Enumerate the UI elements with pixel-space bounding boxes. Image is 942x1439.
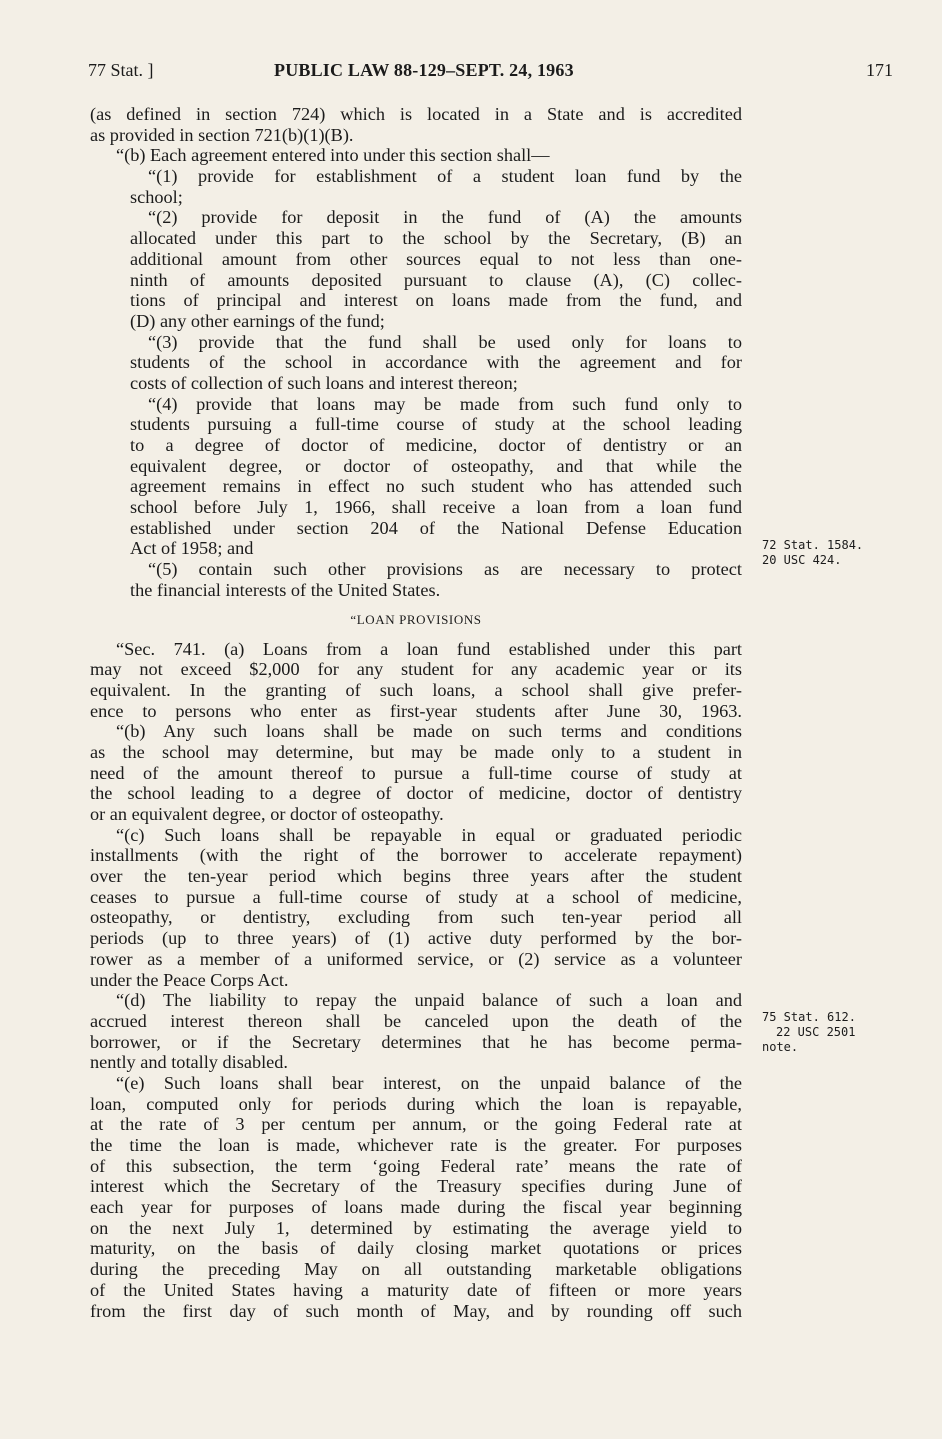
citation-line: 22 USC 2501 [776, 1025, 856, 1039]
document-body [90, 104, 742, 1321]
text-line: or an equivalent degree, or doctor of osteopathy. [90, 804, 444, 824]
text-line: maturity, on the basis of daily closing market quotations or prices [90, 1238, 742, 1259]
text-line: equivalent degree, or doctor of osteopathy, and that while the [130, 455, 742, 476]
text-line: “(3) provide that the fund shall be used only for loans to [148, 331, 742, 352]
text-line: agreement remains in effect no such student who has attended such [130, 476, 742, 497]
text-line: over the ten-year period which begins three years after the student [90, 866, 742, 887]
text-line: “(b) Each agreement entered into under this section shall— [116, 145, 550, 166]
text-line: additional amount from other sources equal to not less than one- [130, 248, 742, 269]
text-line: on the next July 1, determined by estimating the average yield to [90, 1217, 742, 1238]
text-line: students pursuing a full-time course of study at the school leading [130, 414, 742, 435]
text-line: under the Peace Corps Act. [90, 969, 289, 990]
citation-line: 72 Stat. 1584. [762, 538, 864, 552]
text-line: ence to persons who enter as first-year students after June 30, 1963. [90, 700, 742, 721]
text-line: established under section 204 of the National Defense Education [130, 517, 742, 538]
text-line: of this subsection, the term ‘going Federal rate’ means the rate of [90, 1155, 742, 1176]
text-line: students of the school in accordance with the agreement and for [130, 352, 742, 373]
margin-citation-1 [762, 538, 863, 568]
text-line: (as defined in section 724) which is located in a State and is accredited [90, 104, 742, 124]
text-line: the school leading to a degree of doctor of medicine, doctor of dentistry [90, 783, 742, 804]
text-line: accrued interest thereon shall be canceled upon the death of the [90, 1010, 742, 1031]
text-line: costs of collection of such loans and interest thereon; [130, 372, 518, 393]
text-line: “Sec. 741. (a) Loans from a loan fund established under this part [116, 638, 742, 659]
text-line: “(c) Such loans shall be repayable in equal or graduated periodic [116, 824, 742, 845]
text-line: “(2) provide for deposit in the fund of (A) the amounts [148, 207, 742, 228]
text-line: to a degree of doctor of medicine, doctor of dentistry or an [130, 435, 742, 455]
text-line: as the school may determine, but may be made only to a student in [90, 741, 742, 762]
text-line: tions of principal and interest on loans made from the fund, and [130, 290, 742, 311]
text-line: the financial interests of the United States. [130, 579, 441, 600]
text-line: periods (up to three years) of (1) active duty performed by the bor- [90, 928, 742, 949]
text-line: “(4) provide that loans may be made from such fund only to [148, 393, 742, 414]
text-line: nently and totally disabled. [90, 1052, 289, 1073]
margin-citation-2 [762, 1010, 856, 1055]
text-line: school; [130, 186, 183, 207]
text-line: “(5) contain such other provisions as are necessary to protect [148, 559, 742, 580]
text-line: interest which the Secretary of the Treasury specifies during June of [90, 1176, 742, 1197]
text-line: during the preceding May on all outstanding marketable obligations [90, 1259, 742, 1280]
citation-line: 20 USC 424. [762, 553, 842, 567]
text-line: “(e) Such loans shall bear interest, on the unpaid balance of the [116, 1072, 742, 1093]
citation-line: 75 Stat. 612. [762, 1010, 856, 1024]
text-line: osteopathy, or dentistry, excluding from such ten-year period all [90, 907, 742, 928]
text-line: from the first day of such month of May, and by rounding off such [90, 1300, 742, 1321]
text-line: installments (with the right of the borrower to accelerate repayment) [90, 845, 742, 866]
text-line: rower as a member of a uniformed service, or (2) service as a volunteer [90, 948, 742, 969]
public-law-title: PUBLIC LAW 88-129–SEPT. 24, 1963 [274, 60, 574, 80]
statute-volume: 77 Stat. ] [88, 60, 154, 80]
running-header [88, 60, 893, 86]
text-line: school before July 1, 1966, shall receive a loan from a loan fund [130, 497, 742, 518]
text-line: ceases to pursue a full-time course of study at a school of medicine, [90, 886, 742, 907]
text-line: borrower, or if the Secretary determines that he has become perma- [90, 1031, 742, 1052]
text-line: “(1) provide for establishment of a student loan fund by the [148, 166, 742, 187]
text-line: “(d) The liability to repay the unpaid balance of such a loan and [116, 990, 742, 1011]
citation-line: note. [762, 1040, 799, 1054]
text-line: “(b) Any such loans shall be made on such terms and conditions [116, 721, 742, 742]
text-line: of the United States having a maturity date of fifteen or more years [90, 1279, 742, 1300]
section-heading: “LOAN PROVISIONS [350, 611, 482, 627]
text-line: as provided in section 721(b)(1)(B). [90, 124, 354, 145]
text-line: may not exceed $2,000 for any student for any academic year or its [90, 659, 742, 680]
text-line: (D) any other earnings of the fund; [130, 310, 385, 331]
text-line: need of the amount thereof to pursue a full-time course of study at [90, 762, 742, 783]
text-line: ninth of amounts deposited pursuant to clause (A), (C) collec- [130, 269, 742, 290]
text-line: each year for purposes of loans made during the fiscal year beginning [90, 1197, 742, 1218]
text-line: at the rate of 3 per centum per annum, or the going Federal rate at [90, 1114, 742, 1135]
text-line: allocated under this part to the school by the Secretary, (B) an [130, 228, 742, 249]
page-number: 171 [866, 60, 893, 80]
text-line: the time the loan is made, whichever rate is the greater. For purposes [90, 1135, 742, 1155]
text-line: loan, computed only for periods during which the loan is repayable, [90, 1093, 742, 1114]
text-line: equivalent. In the granting of such loans, a school shall give prefer- [90, 679, 742, 700]
text-line: Act of 1958; and [130, 538, 254, 559]
